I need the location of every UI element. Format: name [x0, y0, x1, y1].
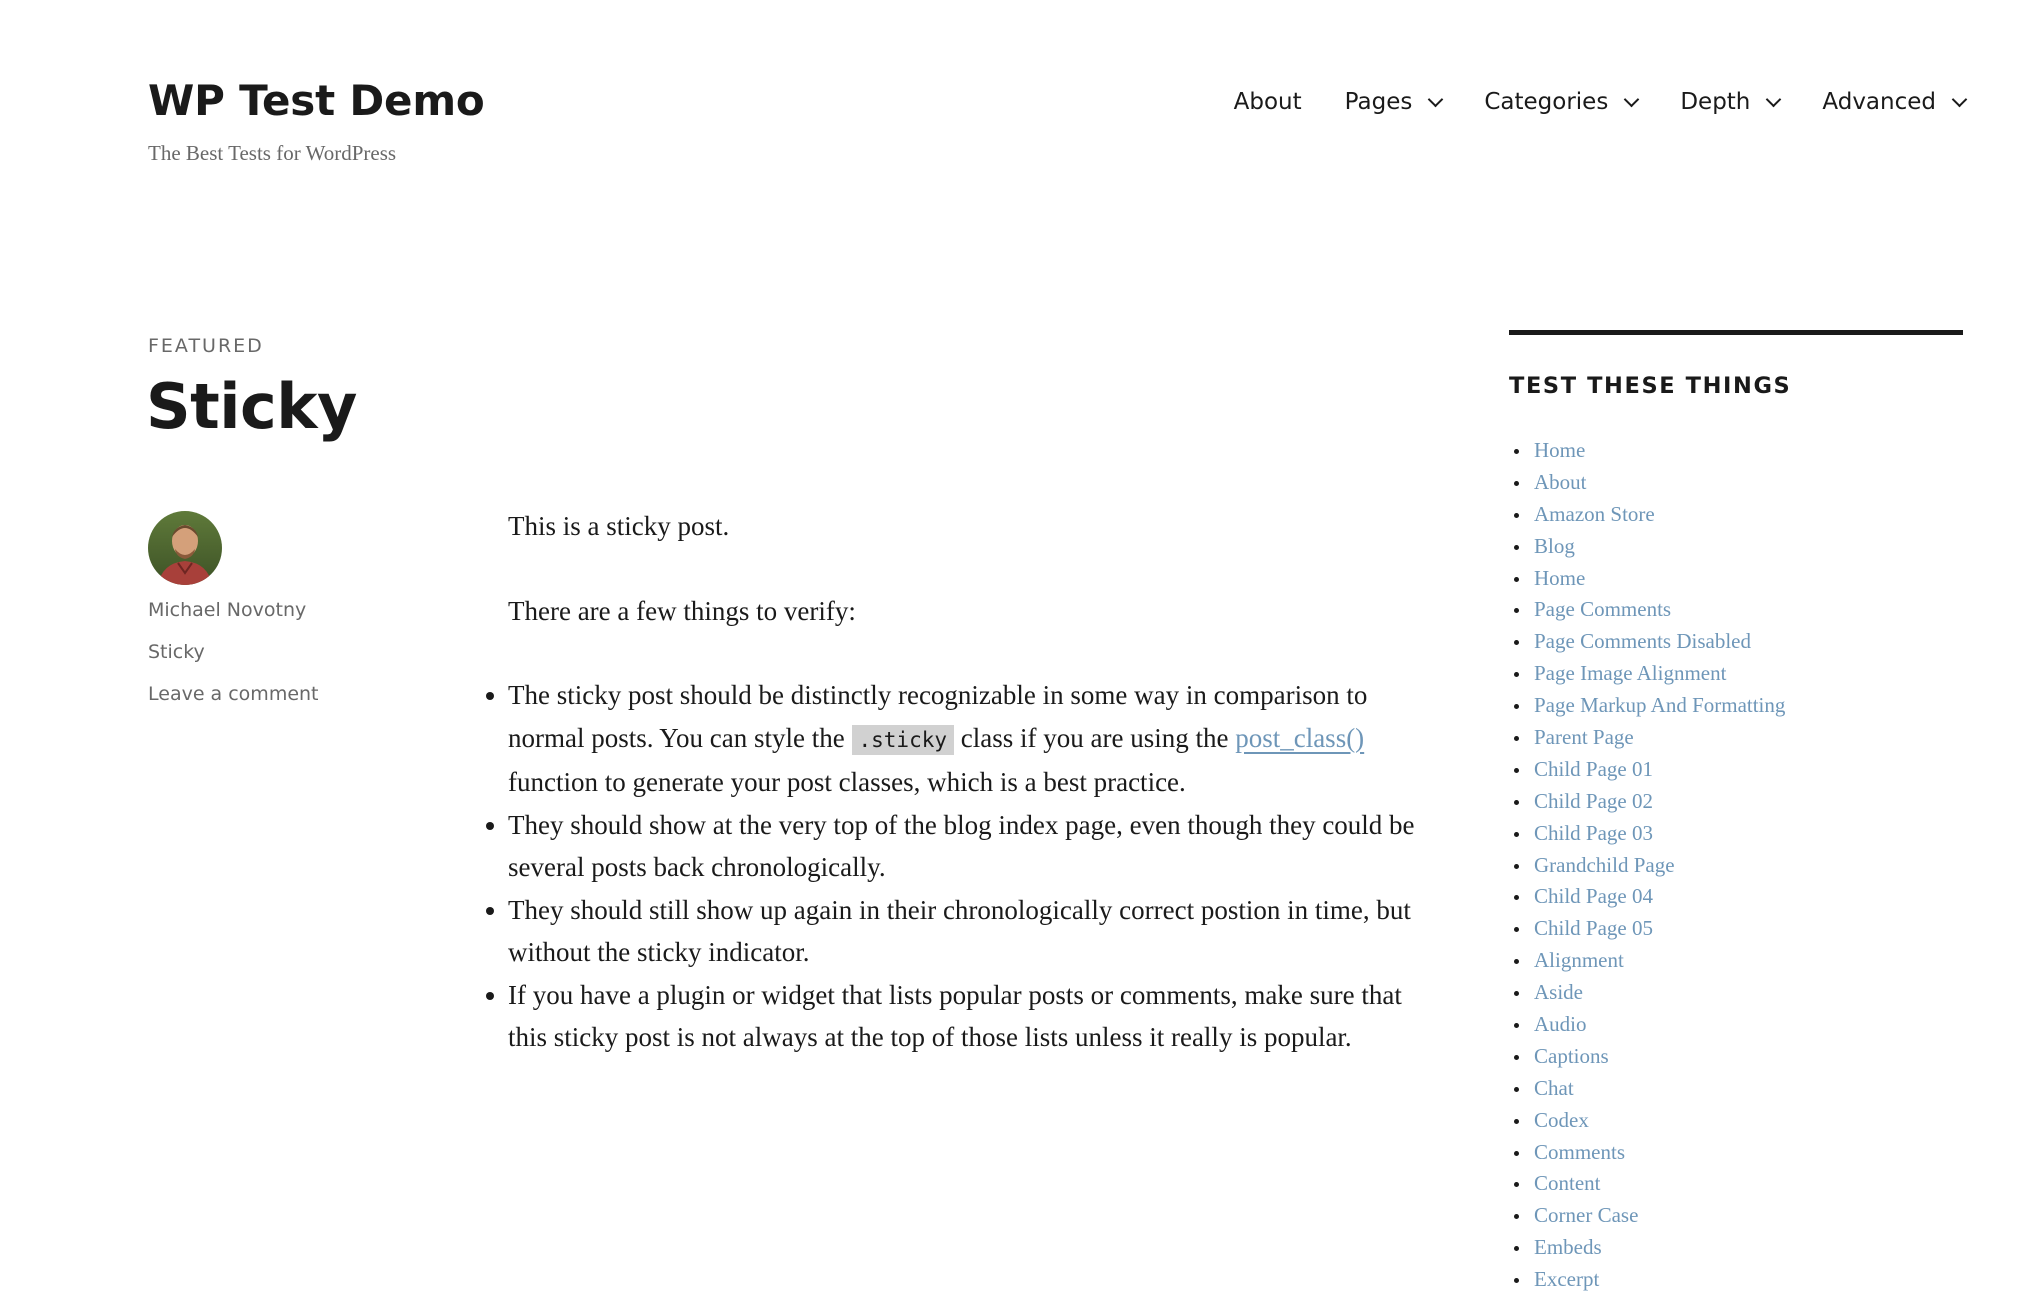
nav-item-label: Categories [1484, 89, 1609, 115]
avatar-icon [148, 511, 222, 585]
sidebar-list-item [1509, 1232, 1963, 1264]
list-item: If you have a plugin or widget that lists popular posts or comments, make sure that this sticky post is not always at the top of those lists unless it really is popular. [508, 974, 1420, 1059]
sidebar-list-item [1509, 850, 1963, 882]
sidebar [1509, 330, 1963, 1296]
nav-item-about[interactable] [1234, 89, 1302, 115]
sidebar-list-item [1509, 435, 1963, 467]
sidebar-list-item [1509, 754, 1963, 786]
sidebar-link[interactable]: Page Comments [1534, 597, 1672, 622]
sidebar-list-item [1509, 881, 1963, 913]
sidebar-list-item [1509, 1264, 1963, 1296]
code-sticky: .sticky [852, 725, 955, 755]
intro-paragraph: This is a sticky post. [508, 511, 730, 541]
sidebar-list-item [1509, 563, 1963, 595]
intro-paragraph: There are a few things to verify: [508, 595, 856, 626]
sidebar-link[interactable]: Corner Case [1534, 1203, 1639, 1228]
featured-label: FEATURED [148, 335, 264, 357]
nav-item-depth[interactable] [1680, 89, 1779, 115]
widget-title: TEST THESE THINGS [1509, 373, 1792, 399]
entry-meta [148, 511, 408, 705]
sidebar-link[interactable]: Child Page 03 [1534, 820, 1653, 845]
sidebar-list-item [1509, 1041, 1963, 1073]
list-item: They should still show up again in their chronologically correct postion in time, but without the sticky indicator. [508, 889, 1420, 974]
sidebar-list-item [1509, 913, 1963, 945]
post-class-link[interactable]: post_class() [1235, 722, 1365, 753]
widget-page-list [1509, 435, 1963, 1296]
site-title[interactable]: WP Test Demo [148, 76, 485, 125]
sidebar-link[interactable]: Home [1534, 438, 1586, 462]
sidebar-list-item [1509, 1073, 1963, 1105]
nav-item-pages[interactable] [1345, 89, 1442, 115]
sidebar-link[interactable]: Excerpt [1534, 1267, 1600, 1292]
sidebar-link[interactable]: Page Comments Disabled [1534, 629, 1751, 654]
post-title[interactable]: Sticky [146, 370, 357, 443]
sidebar-list-item [1509, 1168, 1963, 1200]
sidebar-list-item [1509, 690, 1963, 722]
nav-item-advanced[interactable] [1822, 89, 1965, 115]
sidebar-link[interactable]: Chat [1534, 1075, 1574, 1100]
nav-item-label: Pages [1344, 89, 1413, 115]
entry-content [508, 505, 1420, 1059]
sidebar-link[interactable]: Aside [1534, 980, 1583, 1005]
chevron-down-icon[interactable] [1428, 91, 1444, 107]
sidebar-list-item [1509, 626, 1963, 658]
leave-comment-link[interactable]: Leave a comment [148, 683, 319, 705]
sidebar-link[interactable]: Grandchild Page [1534, 852, 1675, 877]
sidebar-link[interactable]: Child Page 05 [1534, 916, 1653, 941]
nav-item-label: Depth [1680, 89, 1751, 115]
sidebar-link[interactable]: Home [1534, 565, 1586, 590]
sidebar-link[interactable]: Captions [1534, 1043, 1609, 1068]
list-item [508, 674, 1420, 804]
sidebar-list-item [1509, 722, 1963, 754]
nav-item-label: About [1233, 89, 1302, 115]
sidebar-list-item [1509, 818, 1963, 850]
site-description: The Best Tests for WordPress [148, 141, 397, 165]
sidebar-link[interactable]: Child Page 04 [1534, 884, 1653, 909]
sidebar-list-item [1509, 1200, 1963, 1232]
sidebar-link[interactable]: Page Image Alignment [1534, 661, 1727, 686]
sidebar-link[interactable]: Alignment [1534, 948, 1624, 973]
sidebar-list-item [1509, 658, 1963, 690]
main-navigation [1234, 89, 1965, 115]
sidebar-link[interactable]: Codex [1534, 1107, 1589, 1132]
sidebar-list-item [1509, 1105, 1963, 1137]
sidebar-link[interactable]: Parent Page [1534, 725, 1634, 750]
sidebar-list-item [1509, 1137, 1963, 1169]
post-author[interactable]: Michael Novotny [148, 599, 307, 621]
author-avatar[interactable] [148, 511, 222, 585]
chevron-down-icon[interactable] [1952, 91, 1968, 107]
sidebar-list-item [1509, 467, 1963, 499]
sidebar-list-item [1509, 499, 1963, 531]
sidebar-link[interactable]: Page Markup And Formatting [1534, 693, 1786, 718]
post-category[interactable]: Sticky [148, 641, 205, 663]
sidebar-list-item [1509, 1009, 1963, 1041]
sidebar-list-item [1509, 945, 1963, 977]
sidebar-list-item [1509, 786, 1963, 818]
sidebar-link[interactable]: Comments [1534, 1139, 1626, 1164]
chevron-down-icon[interactable] [1624, 91, 1640, 107]
nav-item-categories[interactable] [1484, 89, 1637, 115]
sidebar-link[interactable]: Embeds [1534, 1235, 1602, 1260]
sidebar-link[interactable]: Child Page 01 [1534, 756, 1653, 781]
sidebar-link[interactable]: Child Page 02 [1534, 788, 1653, 813]
sidebar-link[interactable]: Blog [1534, 533, 1575, 558]
sidebar-link[interactable]: About [1534, 469, 1587, 494]
widget-divider [1509, 330, 1963, 335]
nav-item-label: Advanced [1822, 89, 1936, 115]
site-branding [148, 76, 485, 166]
sidebar-link[interactable]: Content [1534, 1171, 1601, 1196]
verify-list [508, 674, 1420, 1059]
list-item-text: function to generate your post classes, which is a best practice. [508, 767, 1186, 797]
list-item-text: class if you are using the [954, 722, 1236, 753]
sidebar-link[interactable]: Amazon Store [1534, 501, 1655, 526]
sidebar-list-item [1509, 594, 1963, 626]
list-item: They should show at the very top of the blog index page, even though they could be several posts back chronologically. [508, 804, 1420, 889]
sidebar-link[interactable]: Audio [1534, 1012, 1587, 1037]
chevron-down-icon[interactable] [1766, 91, 1782, 107]
list-item-text: The sticky post should be distinctly recognizable in some way in comparison to normal posts. You can style the [508, 680, 1368, 753]
sidebar-list-item [1509, 977, 1963, 1009]
sidebar-list-item [1509, 531, 1963, 563]
